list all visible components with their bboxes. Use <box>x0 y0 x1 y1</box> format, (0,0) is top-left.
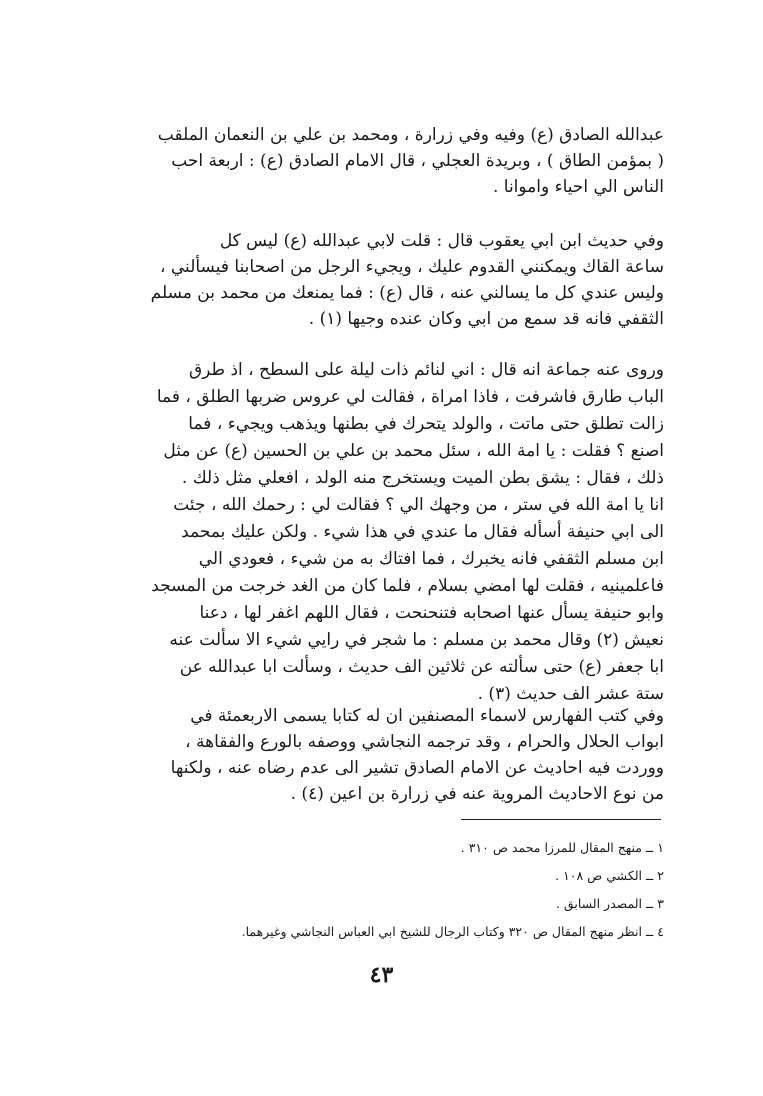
paragraph-1 <box>112 122 664 200</box>
text-line: نعيش (٢) وقال محمد بن مسلم : ما شجر في رايي شيء الا سألت عنه <box>169 630 664 650</box>
text-line: ( بمؤمن الطاق ) ، وبريدة العجلي ، قال الامام الصادق (ع) : اربعة احب <box>171 151 664 171</box>
footnote-2: ٢ ــ الكشي ص ١٠٨ . <box>555 868 664 883</box>
text-line: الثقفي فانه قد سمع من ابي وكان عنده وجيها (١) . <box>308 309 664 329</box>
text-line: فاعلمينيه ، فقلت لها امضي بسلام ، فلما كان من الغد خرجت من المسجد <box>151 576 664 596</box>
text-line: زالت تطلق حتى ماتت ، والولد يتحرك في بطنها ويذهب ويجيء ، فما <box>188 414 664 434</box>
footnotes <box>110 834 664 946</box>
paragraph-4 <box>112 703 664 807</box>
text-line: وروى عنه جماعة انه قال : اني لنائم ذات ليلة على السطح ، اذ طرق <box>188 360 664 380</box>
text-line: الى ابي حنيفة أسأله فقال ما عندي في هذا شيء . ولكن عليك بمحمد <box>181 522 664 542</box>
text-line: وابو حنيفة يسأل عنها اصحابه فتنحنحت ، فقال اللهم اغفر لها ، دعنا <box>199 603 664 623</box>
text-line: ابا جعفر (ع) حتى سألته عن ثلاثين الف حديث ، وسألت ابا عبدالله عن <box>179 657 664 677</box>
text-line: انا يا امة الله في ستر ، من وجهك الي ؟ فقالت لي : رحمك الله ، جئت <box>173 495 664 515</box>
text-line: عبدالله الصادق (ع) وفيه وفي زرارة ، ومحمد بن علي بن النعمان الملقب <box>157 125 664 145</box>
text-line: الناس الي احياء واموانا . <box>492 177 664 197</box>
text-line: الباب طارق فاشرفت ، فاذا امراة ، فقالت لي عروس ضربها الطلق ، فما <box>156 387 664 407</box>
text-line: وفي حديث ابن ابي يعقوب قال : قلت لابي عبدالله (ع) ليس كل <box>219 231 664 251</box>
paragraph-2 <box>112 228 664 332</box>
text-line: اصنع ؟ فقلت : يا امة الله ، سئل محمد بن علي بن الحسين (ع) عن مثل <box>163 441 664 461</box>
footnote-1: ١ ــ منهج المقال للمرزا محمد ص ٣١٠ . <box>460 840 664 855</box>
footnote-4: ٤ ــ انظر منهج المقال ص ٣٢٠ وكتاب الرجال للشيخ ابي العباس النجاشي وغيرهما. <box>241 924 664 939</box>
footnote-3: ٣ ــ المصدر السابق . <box>555 896 664 911</box>
footnote-divider <box>461 819 661 820</box>
text-line: ابواب الحلال والحرام ، وقد ترجمه النجاشي ووصفه بالورع والفقاهة ، <box>185 732 664 752</box>
paragraph-3 <box>112 357 664 708</box>
text-line: من نوع الاحاديث المروية عنه في زرارة بن اعين (٤) . <box>290 784 664 804</box>
text-line: وفي كتب الفهارس لاسماء المصنفين ان له كتابا يسمى الاربعمئة في <box>190 706 664 726</box>
page-number: ٤٣ <box>369 962 394 988</box>
text-line: ووردت فيه احاديث عن الامام الصادق تشير الى عدم رضاه عنه ، ولكنها <box>170 758 664 778</box>
text-line: ابن مسلم الثقفي فانه يخبرك ، فما افتاك به من شيء ، فعودي الي <box>198 549 664 569</box>
text-line: وليس عندي كل ما يسالني عنه ، قال (ع) : فما يمنعك من محمد بن مسلم <box>150 283 664 303</box>
text-line: ذلك ، فقال : يشق بطن الميت ويستخرج منه الولد ، افعلي مثل ذلك . <box>181 468 664 488</box>
text-line: ستة عشر الف حديث (٣) . <box>477 684 664 704</box>
text-line: ساعة القاك ويمكنني القدوم عليك ، ويجيء الرجل من اصحابنا فيسألني ، <box>160 257 664 277</box>
